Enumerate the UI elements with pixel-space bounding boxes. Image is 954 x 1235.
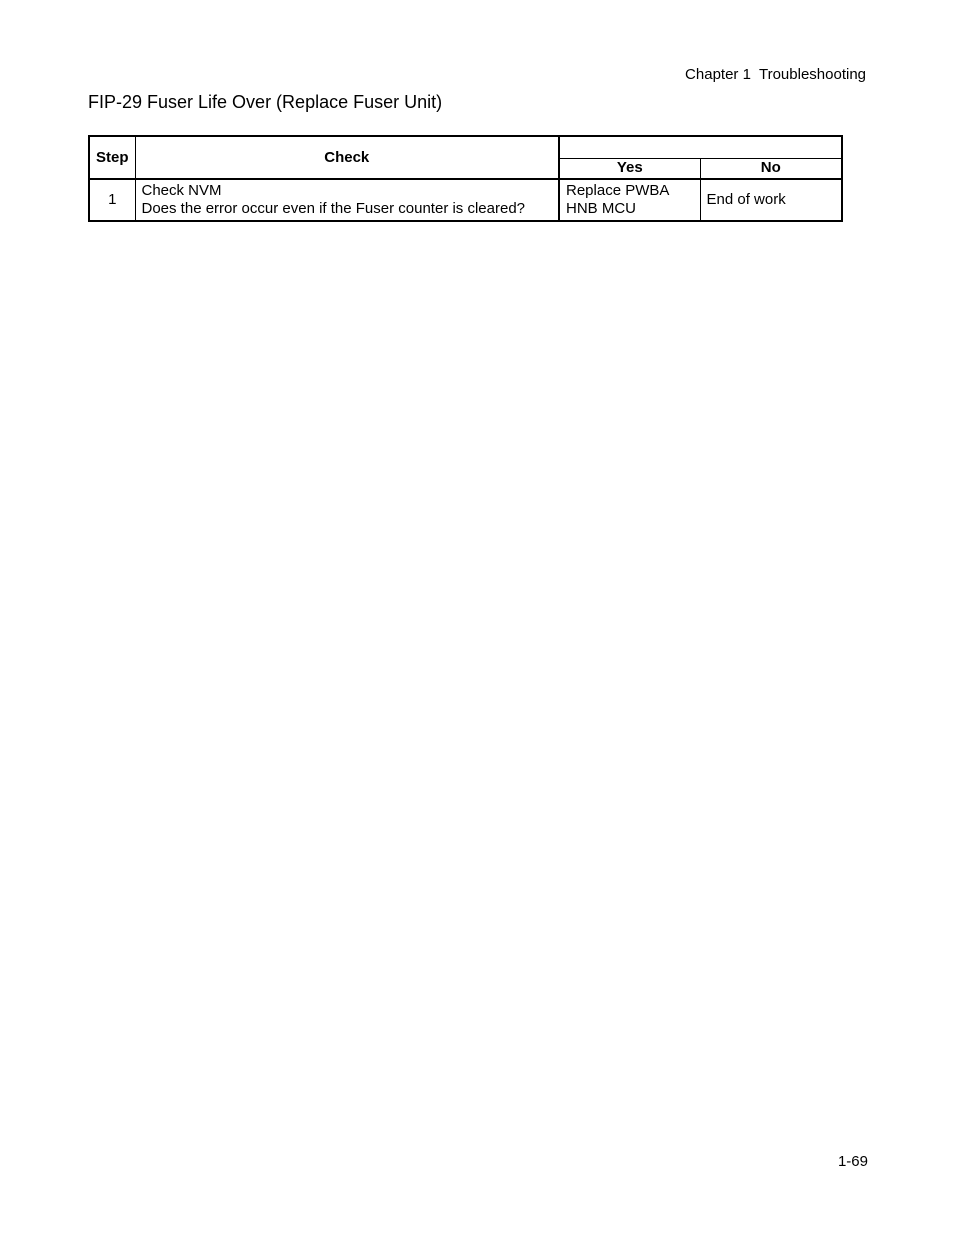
check-line: Does the error occur even if the Fuser counter is cleared? xyxy=(141,200,526,217)
table-row xyxy=(89,179,842,221)
yes-line: Replace PWBA xyxy=(566,182,670,199)
yes-cell xyxy=(559,179,700,221)
check-line: Check NVM xyxy=(141,182,222,199)
column-header-step: Step xyxy=(89,136,135,179)
column-header-yes: Yes xyxy=(559,158,700,179)
page-number: 1-69 xyxy=(837,1153,868,1170)
column-header-result-group xyxy=(559,136,842,158)
column-header-check: Check xyxy=(135,136,559,179)
step-cell: 1 xyxy=(89,179,135,221)
section-title: FIP-29 Fuser Life Over (Replace Fuser Unit) xyxy=(88,92,443,112)
column-header-no: No xyxy=(700,158,842,179)
running-header: Chapter 1 Troubleshooting xyxy=(685,66,866,83)
troubleshooting-table xyxy=(88,135,843,222)
yes-line: HNB MCU xyxy=(566,200,636,217)
check-cell xyxy=(135,179,559,221)
no-cell: End of work xyxy=(700,179,842,221)
